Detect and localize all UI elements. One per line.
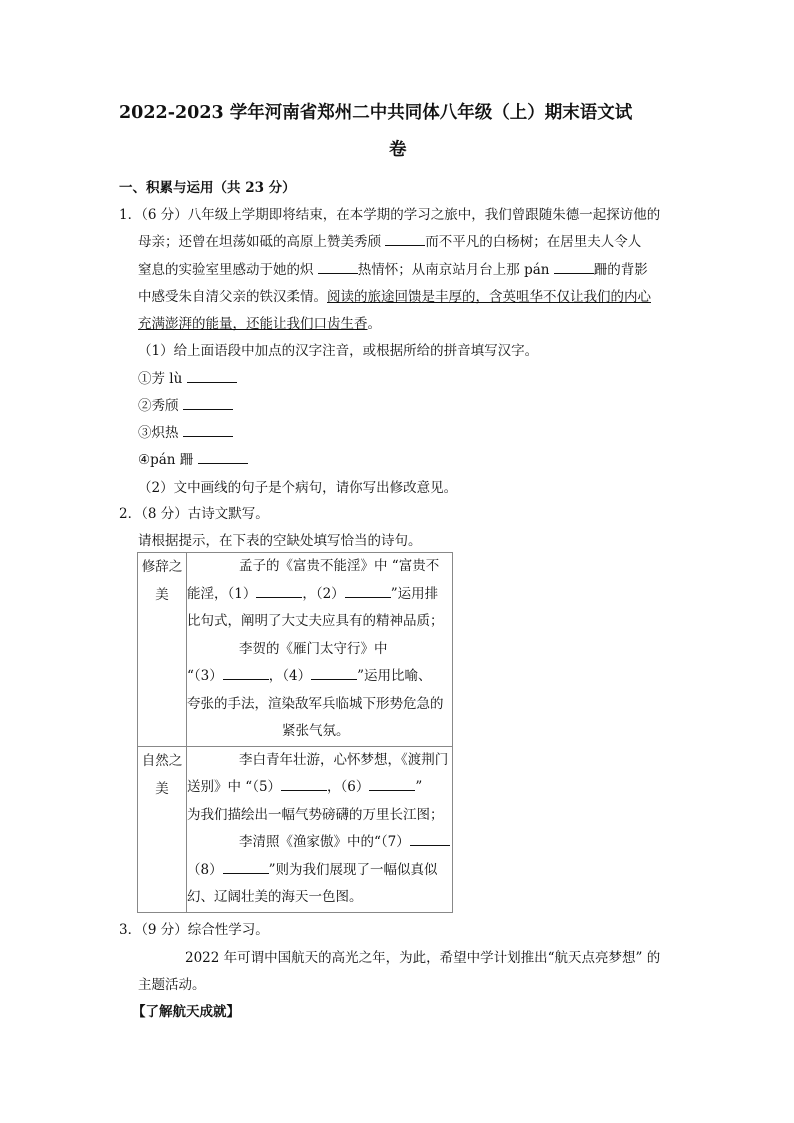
answer-blank[interactable] — [345, 586, 391, 598]
q1-sub-2: （2）文中画线的句子是个病句，请你写出修改意见。 — [138, 480, 458, 496]
q1-option-3: ③炽热 — [138, 421, 233, 441]
content-cell: 孟子的《富贵不能淫》中 “富贵不 能淫，（1） ，（2） ”运用排 比句式，阐明了大丈夫应具有的精神品质； 李贺的《雁门太守行》中 “（3） ，（4） ”运用比喻、 夸张的手法，渲染敌军兵临城下形势危急的 紧张气氛。 — [187, 553, 453, 747]
content-cell: 李白青年壮游，心怀梦想，《渡荆门 送别》中 “（5） ，（6） ” 为我们描绘出一幅气势磅礴的万里长江图； 李清照《渔家傲》中的“（7） （8） ”则为我们展现了一幅似真似 幻、辽阔壮美的海天一色图。 — [187, 746, 453, 912]
q3-line-1: 3．（9 分）综合性学习。 — [119, 922, 269, 938]
answer-blank[interactable] — [369, 779, 415, 791]
answer-blank[interactable] — [183, 398, 233, 410]
q3-line-2: 2022 年可谓中国航天的高光之年，为此，希望中学计划推出“航天点亮梦想” 的 — [185, 950, 661, 966]
q1-option-2: ②秀颀 — [138, 394, 233, 414]
q1-line-1: 1．（6 分）八年级上学期即将结束，在本学期的学习之旅中，我们曾跟随朱德一起探访他的 — [119, 207, 661, 223]
answer-blank[interactable] — [183, 425, 233, 437]
underlined-sentence: 阅读的旅途回馈是丰厚的，含英咀华不仅让我们的内心 — [327, 289, 651, 305]
q2-line-2: 请根据提示，在下表的空缺处填写恰当的诗句。 — [138, 533, 422, 549]
page-title: 2022-2023 学年河南省郑州二中共同体八年级（上）期末语文试 — [119, 103, 633, 123]
answer-blank[interactable] — [198, 452, 248, 464]
table-row — [138, 553, 453, 747]
underlined-sentence: 充满澎湃的能量，还能让我们口齿生香 — [138, 316, 368, 332]
page-title-continued: 卷 — [389, 140, 407, 160]
section-heading: 一、积累与运用（共 23 分） — [119, 180, 296, 196]
answer-blank[interactable] — [281, 779, 327, 791]
q1-line-4: 中感受朱自清父亲的铁汉柔情。阅读的旅途回馈是丰厚的，含英咀华不仅让我们的内心 — [138, 289, 651, 305]
q3-line-3: 主题活动。 — [138, 977, 206, 993]
q1-option-4: ④pán 跚 — [138, 448, 248, 468]
answer-blank[interactable] — [311, 668, 357, 680]
answer-blank[interactable] — [223, 668, 269, 680]
q1-line-3: 窒息的实验室里感动于她的炽 热情怀；从南京站月台上那 pán 跚的背影 — [138, 262, 648, 278]
answer-blank[interactable] — [223, 862, 269, 874]
answer-blank[interactable] — [410, 834, 450, 846]
q3-subheading: 【了解航天成就】 — [132, 1004, 240, 1020]
category-cell: 自然之 美 — [138, 746, 187, 912]
q2-line-1: 2．（8 分）古诗文默写。 — [119, 506, 269, 522]
answer-blank[interactable] — [318, 262, 358, 274]
poem-table — [137, 552, 453, 913]
q1-sub-1: （1）给上面语段中加点的汉字注音，或根据所给的拼音填写汉字。 — [138, 343, 539, 359]
answer-blank[interactable] — [385, 234, 425, 246]
q1-option-1: ①芳 lù — [138, 367, 237, 387]
answer-blank[interactable] — [256, 586, 302, 598]
table-row — [138, 746, 453, 912]
category-cell: 修辞之 美 — [138, 553, 187, 747]
q1-line-2: 母亲；还曾在坦荡如砥的高原上赞美秀颀 而不平凡的白杨树；在居里夫人令人 — [138, 234, 642, 250]
answer-blank[interactable] — [554, 262, 594, 274]
q1-line-5: 充满澎湃的能量，还能让我们口齿生香。 — [138, 316, 381, 332]
answer-blank[interactable] — [187, 371, 237, 383]
